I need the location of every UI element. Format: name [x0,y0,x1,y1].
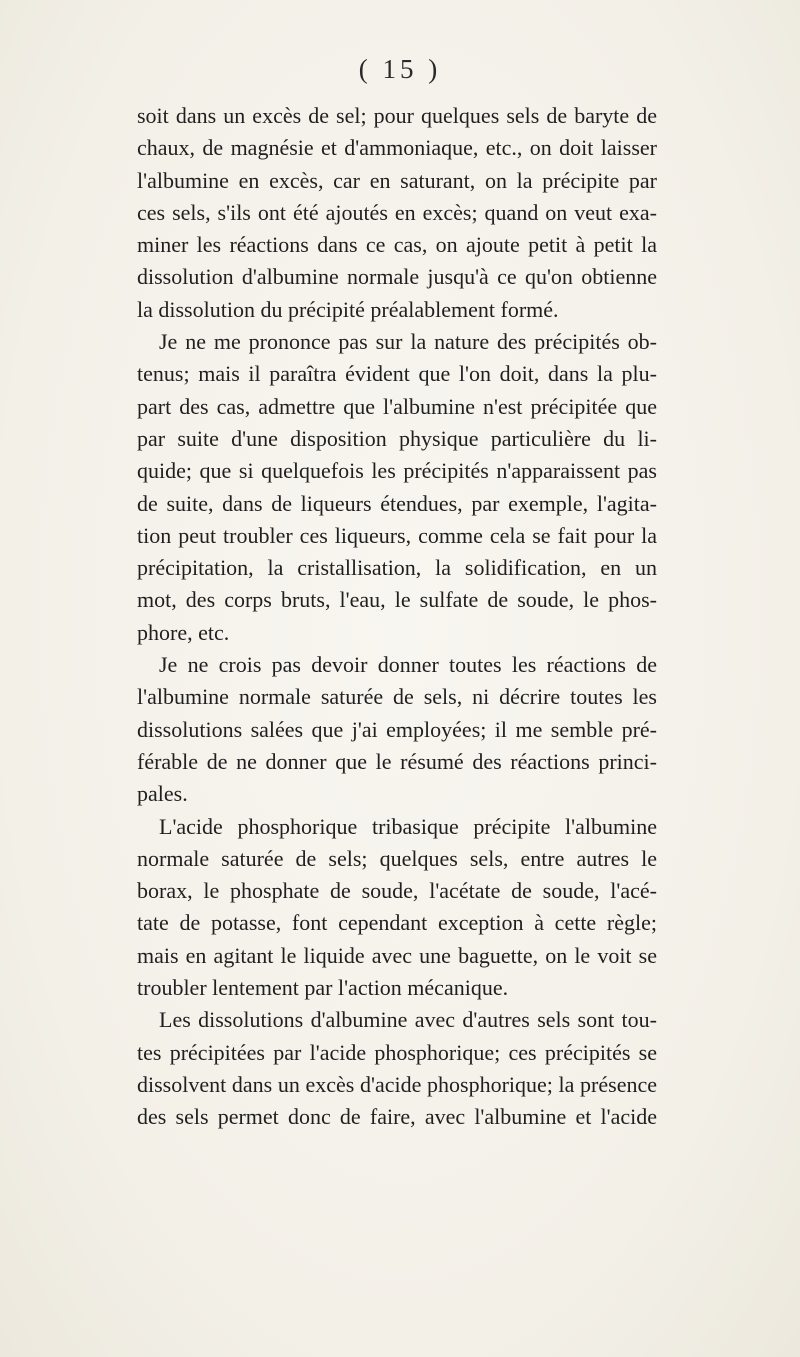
text-line: l'albumine normale saturée de sels, ni décrire toutes les [137,684,657,710]
text-line: L'acide phosphorique tribasique précipite l'albumine [159,813,657,839]
text-line: tes précipitées par l'acide phosphorique; ces précipités se [137,1039,657,1065]
paragraph [137,1004,657,1133]
text-line: part des cas, admettre que l'albumine n'est précipitée que [137,393,657,419]
text-line: dissolution d'albumine normale jusqu'à ce qu'on obtienne [137,264,657,290]
text-line: mais en agitant le liquide avec une baguette, on le voit se [137,942,657,968]
text-line: troubler lentement par l'action mécanique. [137,975,509,1001]
text-line: Je ne crois pas devoir donner toutes les réactions de [159,652,657,678]
text-line: dissolutions salées que j'ai employées; il me semble pré- [137,716,657,742]
text-line: de suite, dans de liqueurs étendues, par exemple, l'agita- [137,490,657,516]
text-line: tion peut troubler ces liqueurs, comme cela se fait pour la [137,522,657,548]
text-line: normale saturée de sels; quelques sels, entre autres le [137,845,657,871]
text-line: ces sels, s'ils ont été ajoutés en excès; quand on veut exa- [137,199,657,225]
body-text [137,100,657,1134]
text-line: férable de ne donner que le résumé des réactions princi- [137,748,657,774]
text-line: chaux, de magnésie et d'ammoniaque, etc., on doit laisser [137,135,657,161]
text-line: miner les réactions dans ce cas, on ajoute petit à petit la [137,232,657,258]
text-line: borax, le phosphate de soude, l'acétate de soude, l'acé- [137,878,657,904]
text-line: Les dissolutions d'albumine avec d'autres sels sont tou- [159,1007,657,1033]
text-line: par suite d'une disposition physique particulière du li- [137,425,657,451]
text-line: dissolvent dans un excès d'acide phosphorique; la présence [137,1071,657,1097]
text-line: pales. [137,781,188,807]
text-line: phore, etc. [137,619,230,645]
text-line: la dissolution du précipité préalablement formé. [137,296,559,322]
paragraph [137,649,657,810]
text-line: précipitation, la cristallisation, la solidification, en un [137,555,657,581]
paragraph [137,100,657,326]
text-line: mot, des corps bruts, l'eau, le sulfate de soude, le phos- [137,587,657,613]
text-line: tenus; mais il paraîtra évident que l'on doit, dans la plu- [137,361,657,387]
text-line: quide; que si quelquefois les précipités n'apparaissent pas [137,458,657,484]
text-line: des sels permet donc de faire, avec l'albumine et l'acide [137,1104,657,1130]
text-line: soit dans un excès de sel; pour quelques sels de baryte de [137,103,657,128]
text-line: tate de potasse, font cependant exception à cette règle; [137,910,657,936]
paragraph [137,811,657,1005]
text-line: l'albumine en excès, car en saturant, on la précipite par [137,167,657,193]
text-line: Je ne me prononce pas sur la nature des précipités ob- [159,329,657,355]
page-number: ( 15 ) [358,54,442,84]
paragraph [137,326,657,649]
